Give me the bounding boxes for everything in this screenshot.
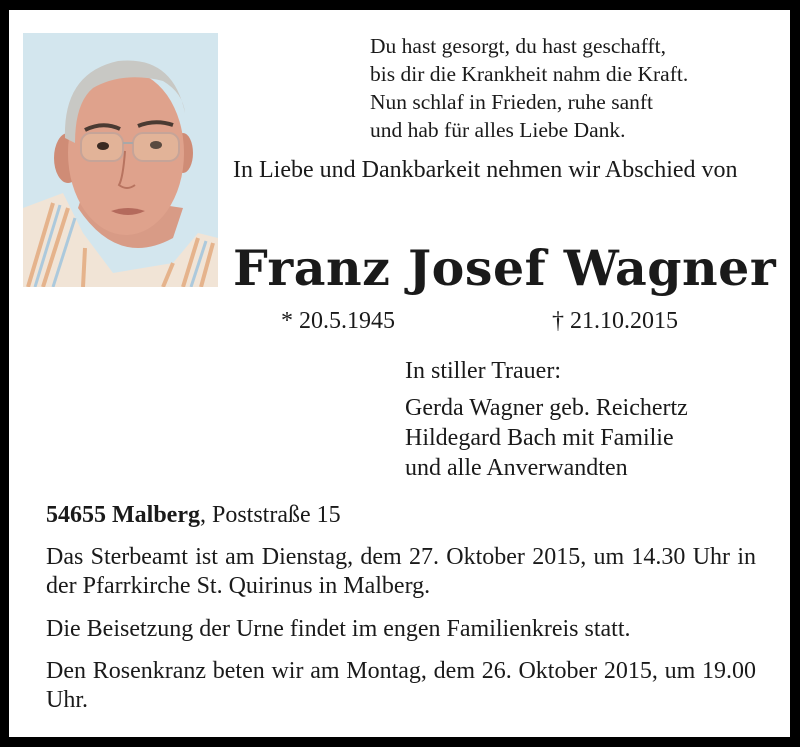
mourner-name: Hildegard Bach mit Familie (405, 425, 674, 451)
memorial-poem (370, 32, 688, 144)
address-street: , Poststraße 15 (199, 502, 341, 528)
burial-notice: Die Beisetzung der Urne findet im engen Familienkreis statt. (46, 616, 631, 642)
mourner-name: Gerda Wagner geb. Reichertz (405, 395, 688, 421)
birth-date: * 20.5.1945 (281, 308, 395, 334)
deceased-name: Franz Josef Wagner (233, 239, 777, 297)
death-date: † 21.10.2015 (552, 308, 678, 334)
rosary-notice: Den Rosenkranz beten wir am Montag, dem 26. Oktober 2015, um 19.00 Uhr. (46, 658, 756, 713)
funeral-mass-notice: Das Sterbeamt ist am Dienstag, dem 27. Oktober 2015, um 14.30 Uhr in der Pfarrkirche St. Quirinus in Malberg. (46, 544, 756, 599)
mourners-heading: In stiller Trauer: (405, 358, 561, 384)
mourner-name: und alle Anverwandten (405, 455, 628, 481)
poem-line: Nun schlaf in Frieden, ruhe sanft (370, 90, 654, 114)
poem-line: Du hast gesorgt, du hast geschafft, (370, 34, 666, 58)
poem-line: bis dir die Krankheit nahm die Kraft. (370, 62, 689, 86)
poem-line: und hab für alles Liebe Dank. (370, 118, 626, 142)
obituary-notice (9, 10, 790, 737)
portrait-photo (23, 33, 218, 287)
farewell-intro: In Liebe und Dankbarkeit nehmen wir Abschied von (233, 157, 738, 183)
portrait-image (23, 33, 218, 287)
address-city: 54655 Malberg (46, 502, 200, 528)
mourners-block (405, 356, 688, 483)
family-address (46, 500, 341, 530)
